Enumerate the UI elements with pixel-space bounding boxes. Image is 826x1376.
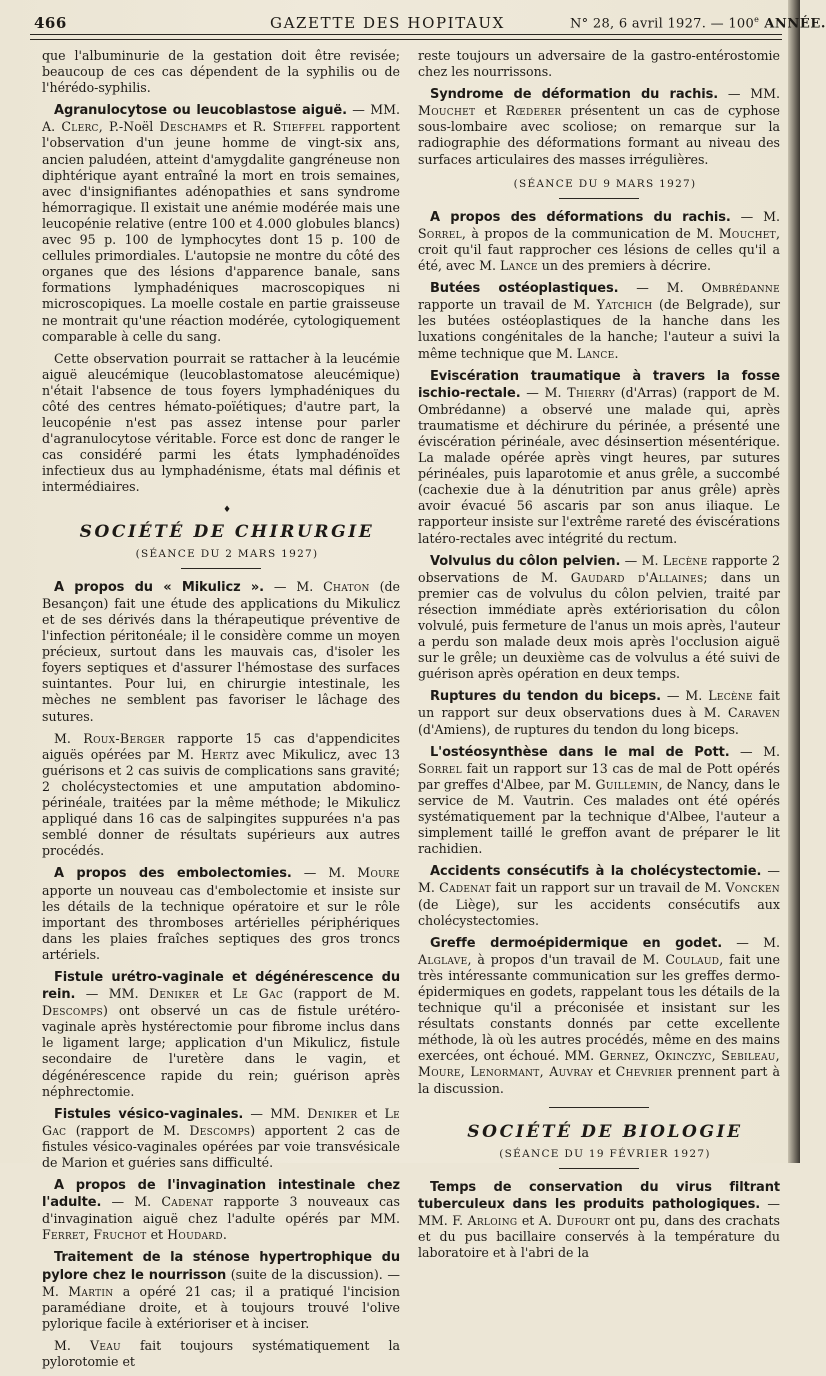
paragraph: Cette observation pourrait se rattacher à la leucémie aiguë aleucémique (leucoblastomatose aleucémique) n'était l'absence de tous foyers lymphadéniques du côté des centres hémato-poïétiques; d'autre part, la leucopénie n'est pas assez intense pour parler d'agranulocytose véritable. Force est donc de ranger le cas considéré parmi les états lymphadénoïdes infectieux dus au lymphadénisme, états mal définis et intermédiaires. [42,350,400,495]
article-embolectomies: A propos des embolectomies. — M. Moure apporte un nouveau cas d'embolectomie et insiste sur les détails de la technique opératoire et sur le rôle important des thromboses artérielles périphériques dans les plaies fraîches septiques des gros troncs artériels. [42,865,400,962]
article-evisceration: Eviscération traumatique à travers la fosse ischio-rectale. — M. Thierry (d'Arras) (rapport de M. Ombrédanne) a observé une malade qui, après traumatisme et déchirure du périnée, a présenté une éviscération périnéale, avec désinsertion mésentérique. La malade opérée après vingt heures, par sutures périnéales, puis laparotomie et anus grêle, a succombé (cachexie due à la dénutrition par anus grêle) après avoir évacué 56 ascaris par son anus iliaque. Le rapporteur insiste sur l'extrême rareté des éviscérations latéro-rectales avec intégrité du rectum. [418,368,780,546]
section-ornament: ♦ [222,504,232,515]
right-column [418,48,780,1267]
section-title-biologie: SOCIÉTÉ DE BIOLOGIE [467,1121,743,1142]
journal-title: GAZETTE DES HOPITAUX [270,14,505,32]
divider [181,568,261,569]
article-agranulocytose: Agranulocytose ou leucoblastose aiguë. — MM. A. Clerc, P.-Noël Deschamps et R. Stieffel rapportent l'observation d'un jeune homme de vingt-six ans, ancien paludéen, atteint d'amygdalite gangréneuse non diphtérique ayant entraîné la mort en trois semaines, avec d'insignifiantes adénopathies et sans syndrome hémorragique. Il existait une anémie modérée mais une leucopénie relative (entre 100 et 4.000 globules blancs) avec 95 p. 100 de lymphocytes dont 15 p. 100 de cellules primordiales. L'autopsie ne montre du côté des organes que des lésions d'apparence banale, sans formations lymphadéniques macroscopiques ni microscopiques. La moelle costale en partie graisseuse ne montrait qu'une réaction modérée, cytologiquement comparable à celle du sang. [42,102,400,344]
left-column [42,48,400,1376]
paragraph: M. Roux-Berger rapporte 15 cas d'appendicites aiguës opérées par M. Hertz avec Mikulicz, avec 13 guérisons et 2 cas suivis de complications sans gravité; 2 cholécystectomies et une amputation abdomino-périnéale, traitées par la même méthode; le Mikulicz appliqué dans 16 cas de salpingites suppurées n'a pas semblé donner de résultats supérieurs aux autres procédés. [42,730,400,859]
header-rule [30,34,782,40]
session-date: (SÉANCE DU 9 MARS 1927) [513,177,697,190]
paragraph: reste toujours un adversaire de la gastro-entérostomie chez les nourrissons. [418,48,780,80]
article-mikulicz: A propos du « Mikulicz ». — M. Chaton (de Besançon) fait une étude des applications du Mikulicz et de ses dérivés dans la thérapeutique préventive de l'infection péritonéale; il le considère comme un moyen précieux, surtout dans les mauvais cas, d'isoler les foyers septiques et d'assurer l'hémostase des surfaces suintantes. Pour lui, en chirurgie intestinale, les mèches ne semblent pas favoriser le lâchage des sutures. [42,578,400,724]
article-deformations: A propos des déformations du rachis. — M. Sorrel, à propos de la communication de M. Mouchet, croit qu'il faut rapprocher ces lésions de celles qu'il a été, avec M. Lance un des premiers à décrire. [418,208,780,274]
divider [559,198,639,199]
article-fistule: Fistule urétro-vaginale et dégénérescence du rein. — MM. Deniker et Le Gac (rapport de M. Descomps) ont observé un cas de fistule urétéro-vaginale après hystérectomie pour fibrome inclus dans le ligament large; application d'un Mikulicz, fistule secondaire de l'uretère dans le vagin, et dégénérescence rapide du rein; guérison après néphrectomie. [42,969,400,1099]
article-stenose: Traitement de la sténose hypertrophique du pylore chez le nourrisson (suite de la discussion). — M. Martin a opéré 21 cas; il a pratiqué l'incision paramédiane droite, et à toujours trouvé l'olive pylorique facile à extérioriser et à inciser. [42,1250,400,1331]
article-vesico-vaginales: Fistules vésico-vaginales. — MM. Deniker et Le Gac (rapport de M. Descomps) apportent 2 cas de fistules vésico-vaginales opérées par voie transvésicale de Marion et guéries sans difficulté. [42,1105,400,1170]
section-divider [549,1107,649,1108]
paragraph: que l'albuminurie de la gestation doit être revisée; beaucoup de ces cas dépendent de la syphilis ou de l'hérédo-syphilis. [42,48,400,96]
article-volvulus: Volvulus du côlon pelvien. — M. Lecène rapporte 2 observations de M. Gaudard d'Allaines; dans un premier cas de volvulus du côlon pelvien, traité par résection immédiate après extériorisation du côlon volvulé, puis fermeture de l'anus un mois après, l'auteur a perdu son malade deux mois après l'occlusion aiguë sur le grêle; un deuxième cas de volvulus a été suivi de guérison après opération en deux temps. [418,552,780,682]
section-title-chirurgie: SOCIÉTÉ DE CHIRURGIE [79,521,375,542]
article-virus-filtrant: Temps de conservation du virus filtrant tuberculeux dans les produits pathologiques. — MM. F. Arloing et A. Dufourt ont pu, dans des crachats et du pus bacillaire conservés à la température du laboratoire et à l'abri de la [418,1179,780,1261]
session-date: (SÉANCE DU 19 FÉVRIER 1927) [499,1147,711,1160]
article-osteosynthese-pott: L'ostéosynthèse dans le mal de Pott. — M. Sorrel fait un rapport sur 13 cas de mal de Pott opérés par greffes d'Albee, par M. Guillemin, de Nancy, dans le service de M. Vautrin. Ces malades ont été opérés systématiquement par la technique d'Albee, l'auteur a simplement taillé le greffon avant de préparer le lit rachidien. [418,743,780,857]
article-invagination: A propos de l'invagination intestinale chez l'adulte. — M. Cadenat rapporte 3 nouveaux cas d'invagination aiguë chez l'adulte opérés par MM. Ferret, Fruchot et Houdard. [42,1178,400,1243]
divider [559,1168,639,1169]
article-accidents-cholecystectomie: Accidents consécutifs à la cholécystectomie. — M. Cadenat fait un rapport sur un travail de M. Voncken (de Liège), sur les accidents consécutifs aux cholécystectomies. [418,863,780,928]
article-greffe-dermoepidermique: Greffe dermoépidermique en godet. — M. Alglave, à propos d'un travail de M. Coulaud, fait une très intéressante communication sur les greffes dermo-épidermiques en godets, rappelant tous les détails de la technique qu'il a préconisée et insistant sur les résultats constants donnés par cette excellente méthode, là où les autres procédés, même en des mains exercées, ont échoué. MM. Gernez, Okinczyc, Sebileau, Moure, Lenormant, Auvray et Chevrier prennent part à la discussion. [418,934,780,1096]
page-number: 466 [34,14,67,32]
page-edge-shadow [788,0,800,1163]
paragraph: M. Veau fait toujours systématiquement la pylorotomie et [42,1337,400,1370]
issue-info: N° 28, 6 avril 1927. — 100e ANNÉE. [570,15,826,32]
article-ruptures-biceps: Ruptures du tendon du biceps. — M. Lecène fait un rapport sur deux observations dues à M. Caraven (d'Amiens), de ruptures du tendon du long biceps. [418,688,780,737]
article-rachis-syndrome: Syndrome de déformation du rachis. — MM. Mouchet et Rœderer présentent un cas de cyphose sous-lombaire avec scoliose; on remarque sur la radiographie des déformations formant au niveau des surfaces articulaires des masses irrégulières. [418,86,780,167]
article-butees: Butées ostéoplastiques. — M. Ombrédanne rapporte un travail de M. Yatchich (de Belgrade), sur les butées ostéoplastiques de la hanche dans les luxations congénitales de la hanche; l'auteur a suivi la même technique que M. Lance. [418,280,780,361]
session-date: (SÉANCE DU 2 MARS 1927) [135,547,319,560]
page-header [30,12,826,34]
